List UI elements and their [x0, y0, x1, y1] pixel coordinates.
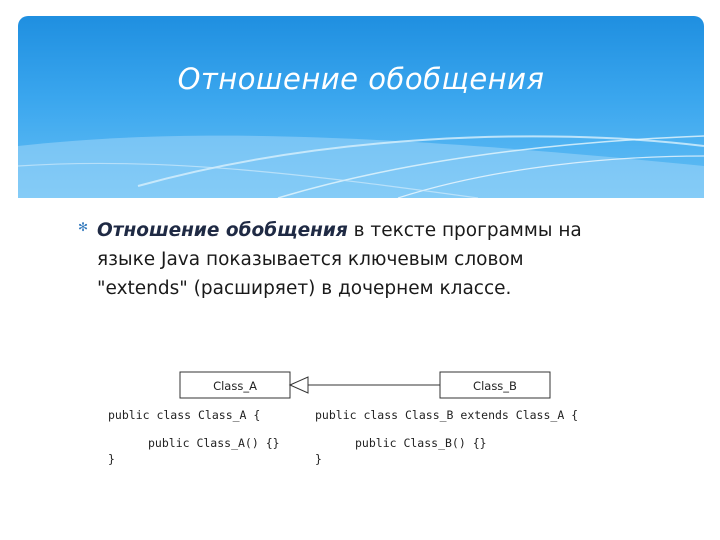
- bullet-text: [97, 216, 617, 303]
- bullet-line3: "extends" (расширяет) в дочернем классе.: [97, 278, 512, 299]
- bullet-star-icon: ✻: [78, 220, 89, 234]
- uml-diagram: [100, 360, 620, 480]
- title-banner: [18, 16, 704, 198]
- bullet-line1-rest: в тексте программы на: [347, 220, 582, 241]
- bullet-line2: языке Java показывается ключевым словом: [97, 249, 524, 270]
- generalization-arrowhead: [290, 377, 308, 393]
- banner-decoration: [18, 16, 704, 198]
- code-b-line3: }: [315, 452, 322, 466]
- bullet-italic-term: Отношение обобщения: [97, 220, 348, 241]
- class-a-label: Class_A: [213, 379, 257, 393]
- code-a-line2: public Class_A() {}: [148, 436, 280, 450]
- code-b-line2: public Class_B() {}: [355, 436, 487, 450]
- class-b-label: Class_B: [473, 379, 517, 393]
- code-b-line1: public class Class_B extends Class_A {: [315, 408, 579, 422]
- code-a-line1: public class Class_A {: [108, 408, 261, 422]
- code-a-line3: }: [108, 452, 115, 466]
- slide-title: Отношение обобщения: [177, 62, 545, 96]
